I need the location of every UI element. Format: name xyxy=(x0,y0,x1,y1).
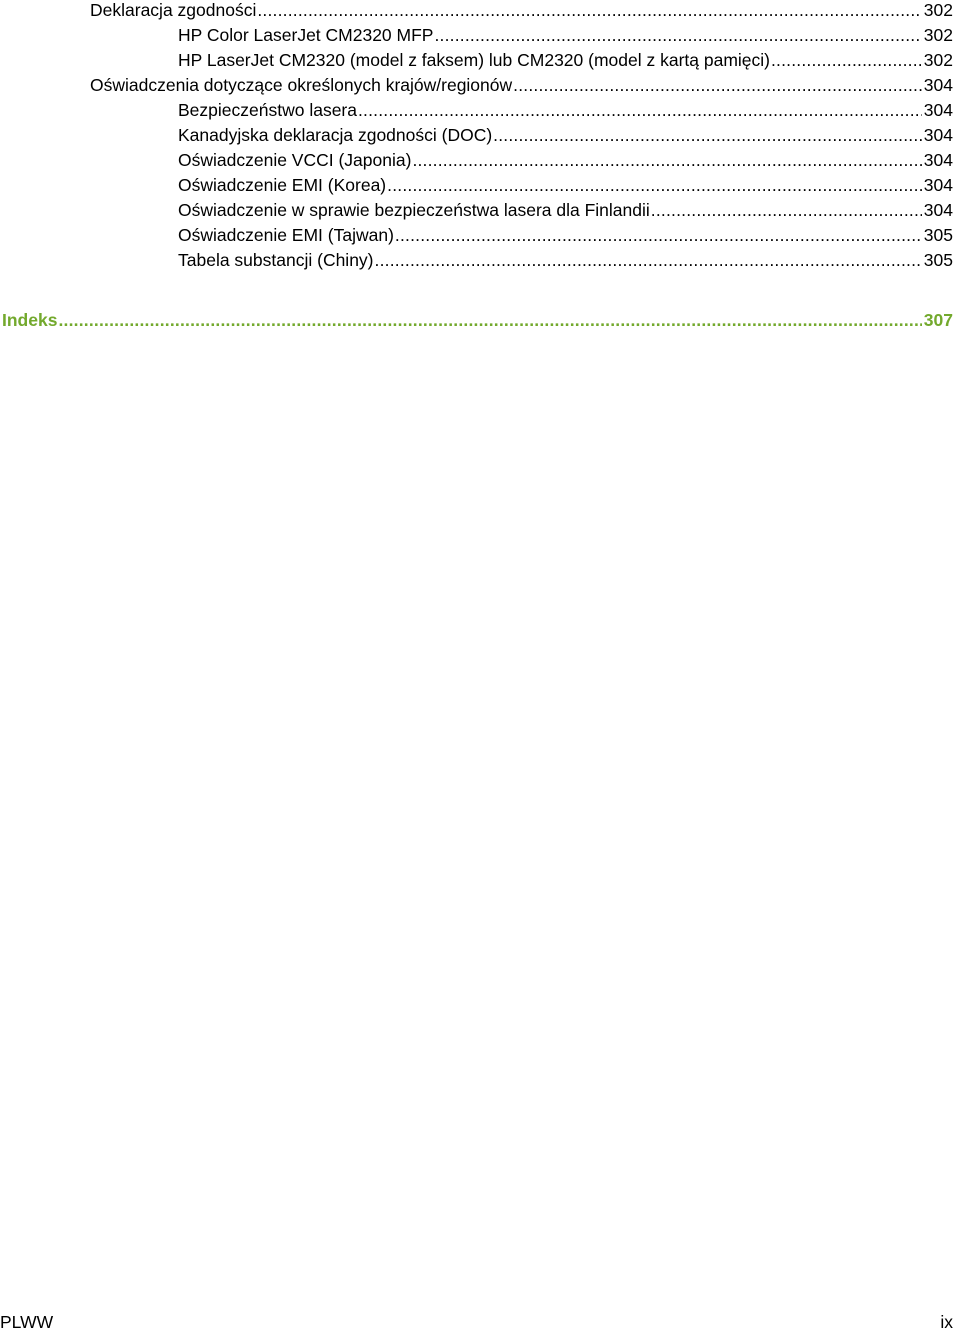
dot-leader xyxy=(412,148,921,172)
dot-leader xyxy=(771,48,922,72)
dot-leader xyxy=(493,123,922,147)
dot-leader xyxy=(358,98,922,122)
toc-entry-hp-color-laserjet[interactable] xyxy=(178,23,953,47)
toc-entry-label: Oświadczenie EMI (Tajwan) xyxy=(178,225,394,245)
toc-entry-hp-laserjet-cm2320[interactable] xyxy=(178,48,953,72)
toc-entry-emi-korea[interactable] xyxy=(178,173,953,197)
footer-page-number: ix xyxy=(940,1312,953,1332)
toc-entry-label: HP LaserJet CM2320 (model z faksem) lub CM2320 (model z kartą pamięci) xyxy=(178,50,770,70)
dot-leader xyxy=(651,198,922,222)
toc-entry-page: 302 xyxy=(923,25,953,45)
toc-entry-label: HP Color LaserJet CM2320 MFP xyxy=(178,25,434,45)
toc-entry-page: 305 xyxy=(923,225,953,245)
toc-entry-page: 305 xyxy=(923,250,953,270)
toc-entry-page: 304 xyxy=(923,175,953,195)
toc-entry-label: Tabela substancji (Chiny) xyxy=(178,250,374,270)
toc-entry-label: Bezpieczeństwo lasera xyxy=(178,100,357,120)
toc-chapter-page: 307 xyxy=(923,310,953,330)
toc-entry-page: 304 xyxy=(923,200,953,220)
toc-entry-label: Deklaracja zgodności xyxy=(90,0,257,20)
toc-entry-kanadyjska-deklaracja[interactable] xyxy=(178,123,953,147)
dot-leader xyxy=(58,308,921,332)
toc-chapter-indeks[interactable] xyxy=(2,308,953,332)
toc-entry-deklaracja-zgodnosci[interactable] xyxy=(90,0,953,22)
toc-entry-label: Oświadczenia dotyczące określonych krajów/regionów xyxy=(90,75,513,95)
dot-leader xyxy=(387,173,922,197)
toc-entry-oswiadczenia-krajow[interactable] xyxy=(90,73,953,97)
dot-leader xyxy=(434,23,921,47)
dot-leader xyxy=(513,73,922,97)
toc-entry-label: Oświadczenie EMI (Korea) xyxy=(178,175,387,195)
toc-entry-vcci-japonia[interactable] xyxy=(178,148,953,172)
toc-entry-label: Kanadyjska deklaracja zgodności (DOC) xyxy=(178,125,493,145)
toc-entry-page: 302 xyxy=(923,50,953,70)
dot-leader xyxy=(395,223,922,247)
toc-entry-label: Oświadczenie w sprawie bezpieczeństwa lasera dla Finlandii xyxy=(178,200,650,220)
toc-entry-tabela-substancji[interactable] xyxy=(178,248,953,272)
toc-chapter-label: Indeks xyxy=(2,310,58,330)
toc-entry-bezpieczenstwo-lasera[interactable] xyxy=(178,98,953,122)
toc-entry-emi-tajwan[interactable] xyxy=(178,223,953,247)
toc-entry-page: 304 xyxy=(923,125,953,145)
toc-entry-page: 302 xyxy=(923,0,953,20)
toc-entry-laser-finlandia[interactable] xyxy=(178,198,953,222)
dot-leader xyxy=(257,0,921,22)
footer-locale-code: PLWW xyxy=(0,1312,54,1332)
toc-entry-page: 304 xyxy=(923,150,953,170)
toc-entry-label: Oświadczenie VCCI (Japonia) xyxy=(178,150,412,170)
toc-entry-page: 304 xyxy=(923,100,953,120)
dot-leader xyxy=(375,248,922,272)
toc-entry-page: 304 xyxy=(923,75,953,95)
